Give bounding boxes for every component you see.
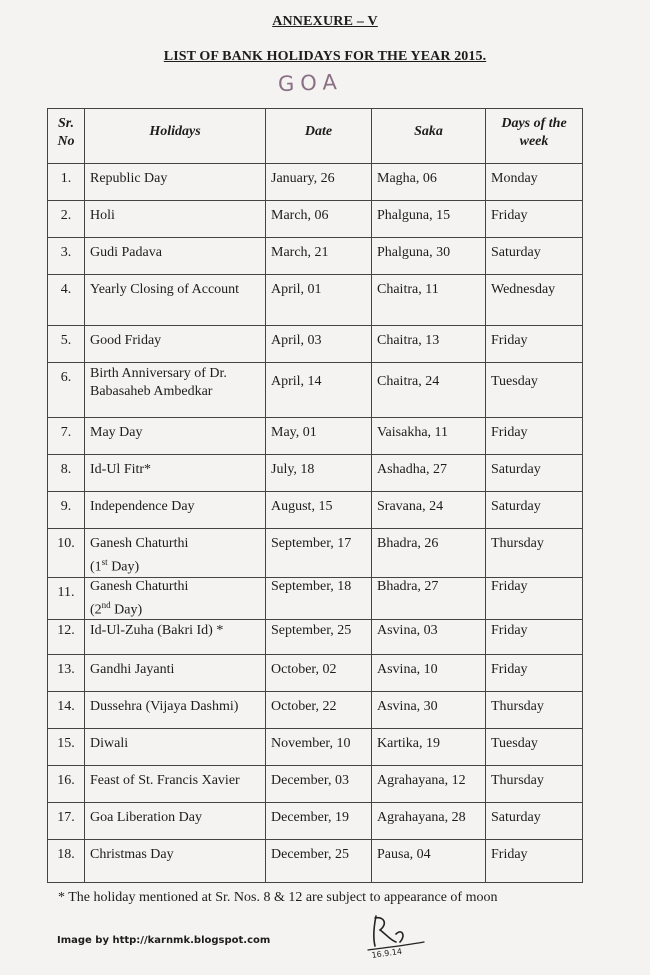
saka-cell: Pausa, 04	[372, 840, 486, 883]
table-row	[48, 201, 583, 238]
holiday-day-tail: Day)	[114, 602, 143, 618]
table-row	[48, 529, 583, 578]
holiday-cell: Feast of St. Francis Xavier	[85, 766, 266, 803]
table-row	[48, 275, 583, 326]
date-cell: October, 22	[266, 692, 372, 729]
saka-cell: Asvina, 10	[372, 655, 486, 692]
column-header-date: Date	[266, 109, 372, 164]
table-row	[48, 729, 583, 766]
footnote: * The holiday mentioned at Sr. Nos. 8 & 12 are subject to appearance of moon	[58, 890, 498, 905]
saka-cell: Vaisakha, 11	[372, 418, 486, 455]
holiday-cell: Ganesh Chaturthi (1st Day)	[85, 529, 266, 578]
date-cell: May, 01	[266, 418, 372, 455]
sr-no-cell: 2.	[48, 201, 85, 238]
table-row	[48, 164, 583, 201]
sr-no-cell: 17.	[48, 803, 85, 840]
weekday-cell: Friday	[486, 418, 583, 455]
holiday-cell: Yearly Closing of Account	[85, 275, 266, 326]
saka-cell: Agrahayana, 28	[372, 803, 486, 840]
weekday-cell: Wednesday	[486, 275, 583, 326]
weekday-cell: Saturday	[486, 492, 583, 529]
sr-no-cell: 10.	[48, 529, 85, 578]
table-row	[48, 492, 583, 529]
ordinal-suffix: nd	[101, 599, 111, 610]
holiday-cell: Dussehra (Vijaya Dashmi)	[85, 692, 266, 729]
table-row	[48, 803, 583, 840]
saka-cell: Magha, 06	[372, 164, 486, 201]
date-cell: October, 02	[266, 655, 372, 692]
sr-no-cell: 13.	[48, 655, 85, 692]
saka-cell: Asvina, 03	[372, 620, 486, 655]
sr-no-cell: 4.	[48, 275, 85, 326]
holiday-cell: Gandhi Jayanti	[85, 655, 266, 692]
sr-no-cell: 16.	[48, 766, 85, 803]
column-header-days-of-week	[486, 109, 583, 164]
holiday-cell: Republic Day	[85, 164, 266, 201]
table-row	[48, 455, 583, 492]
sr-no-cell: 9.	[48, 492, 85, 529]
sr-no-cell: 15.	[48, 729, 85, 766]
saka-cell: Agrahayana, 12	[372, 766, 486, 803]
date-cell: December, 03	[266, 766, 372, 803]
saka-cell: Sravana, 24	[372, 492, 486, 529]
weekday-cell: Friday	[486, 840, 583, 883]
annexure-heading: ANNEXURE – V	[272, 14, 378, 29]
handwritten-signature-icon	[362, 912, 432, 960]
saka-cell: Bhadra, 27	[372, 577, 486, 620]
date-cell: December, 25	[266, 840, 372, 883]
holiday-cell: Id-Ul-Zuha (Bakri Id) *	[85, 620, 266, 655]
table-row	[48, 840, 583, 883]
holiday-cell: Birth Anniversary of Dr. Babasaheb Ambedkar	[85, 363, 266, 418]
table-row	[48, 766, 583, 803]
sr-no-cell: 12.	[48, 620, 85, 655]
table-header-row	[48, 109, 583, 164]
holiday-day-tail: Day)	[111, 559, 140, 575]
table-row	[48, 363, 583, 418]
saka-cell: Chaitra, 11	[372, 275, 486, 326]
column-header-sr-no	[48, 109, 85, 164]
date-cell: September, 18	[266, 577, 372, 620]
table-row	[48, 577, 583, 620]
table-row	[48, 692, 583, 729]
sr-no-cell: 18.	[48, 840, 85, 883]
weekday-cell: Thursday	[486, 529, 583, 578]
date-cell: September, 17	[266, 529, 372, 578]
table-row	[48, 238, 583, 275]
date-cell: April, 03	[266, 326, 372, 363]
saka-cell: Ashadha, 27	[372, 455, 486, 492]
date-cell: April, 14	[266, 363, 372, 418]
sr-no-cell: 8.	[48, 455, 85, 492]
sr-no-cell: 1.	[48, 164, 85, 201]
sr-no-cell: 14.	[48, 692, 85, 729]
handwritten-state-label: GOA	[277, 69, 344, 97]
weekday-cell: Saturday	[486, 803, 583, 840]
date-cell: August, 15	[266, 492, 372, 529]
holiday-name: Ganesh Chaturthi	[90, 578, 189, 594]
column-header-holidays: Holidays	[85, 109, 266, 164]
date-cell: November, 10	[266, 729, 372, 766]
date-cell: December, 19	[266, 803, 372, 840]
weekday-cell: Friday	[486, 620, 583, 655]
holiday-cell: Holi	[85, 201, 266, 238]
weekday-cell: Tuesday	[486, 363, 583, 418]
holiday-day-number: 1	[94, 559, 102, 575]
weekday-cell: Friday	[486, 577, 583, 620]
saka-cell: Kartika, 19	[372, 729, 486, 766]
holiday-cell: May Day	[85, 418, 266, 455]
holiday-cell: Ganesh Chaturthi (2nd Day)	[85, 577, 266, 620]
date-cell: March, 21	[266, 238, 372, 275]
column-header-text: No	[57, 134, 75, 149]
sr-no-cell: 3.	[48, 238, 85, 275]
weekday-cell: Thursday	[486, 766, 583, 803]
saka-cell: Phalguna, 15	[372, 201, 486, 238]
date-cell: January, 26	[266, 164, 372, 201]
table-row	[48, 326, 583, 363]
date-cell: September, 25	[266, 620, 372, 655]
image-credit: Image by http://karnmk.blogspot.com	[57, 935, 271, 946]
holiday-cell: Gudi Padava	[85, 238, 266, 275]
weekday-cell: Friday	[486, 326, 583, 363]
holiday-cell: Diwali	[85, 729, 266, 766]
saka-cell: Asvina, 30	[372, 692, 486, 729]
column-header-saka: Saka	[372, 109, 486, 164]
weekday-cell: Tuesday	[486, 729, 583, 766]
holiday-name: Ganesh Chaturthi	[90, 536, 189, 551]
table-row	[48, 418, 583, 455]
table-row	[48, 620, 583, 655]
column-header-text: Sr.	[58, 116, 74, 131]
column-header-text: Days of the	[501, 116, 567, 131]
sr-no-cell: 11.	[48, 577, 85, 620]
date-cell: March, 06	[266, 201, 372, 238]
table-row	[48, 655, 583, 692]
signature-date: 16.9.14	[371, 946, 403, 960]
weekday-cell: Thursday	[486, 692, 583, 729]
holiday-cell: Christmas Day	[85, 840, 266, 883]
holiday-cell: Id-Ul Fitr*	[85, 455, 266, 492]
sr-no-cell: 7.	[48, 418, 85, 455]
sr-no-cell: 6.	[48, 363, 85, 418]
saka-cell: Chaitra, 13	[372, 326, 486, 363]
holiday-cell: Independence Day	[85, 492, 266, 529]
date-cell: April, 01	[266, 275, 372, 326]
holiday-cell: Good Friday	[85, 326, 266, 363]
saka-cell: Chaitra, 24	[372, 363, 486, 418]
weekday-cell: Saturday	[486, 455, 583, 492]
holiday-cell: Goa Liberation Day	[85, 803, 266, 840]
saka-cell: Bhadra, 26	[372, 529, 486, 578]
weekday-cell: Monday	[486, 164, 583, 201]
ordinal-suffix: st	[101, 557, 108, 567]
weekday-cell: Friday	[486, 201, 583, 238]
holiday-table	[47, 108, 583, 883]
weekday-cell: Saturday	[486, 238, 583, 275]
document-title: LIST OF BANK HOLIDAYS FOR THE YEAR 2015.	[163, 49, 487, 64]
date-cell: July, 18	[266, 455, 372, 492]
column-header-text: week	[519, 134, 549, 149]
saka-cell: Phalguna, 30	[372, 238, 486, 275]
sr-no-cell: 5.	[48, 326, 85, 363]
holiday-day-number: 2	[94, 602, 102, 618]
weekday-cell: Friday	[486, 655, 583, 692]
